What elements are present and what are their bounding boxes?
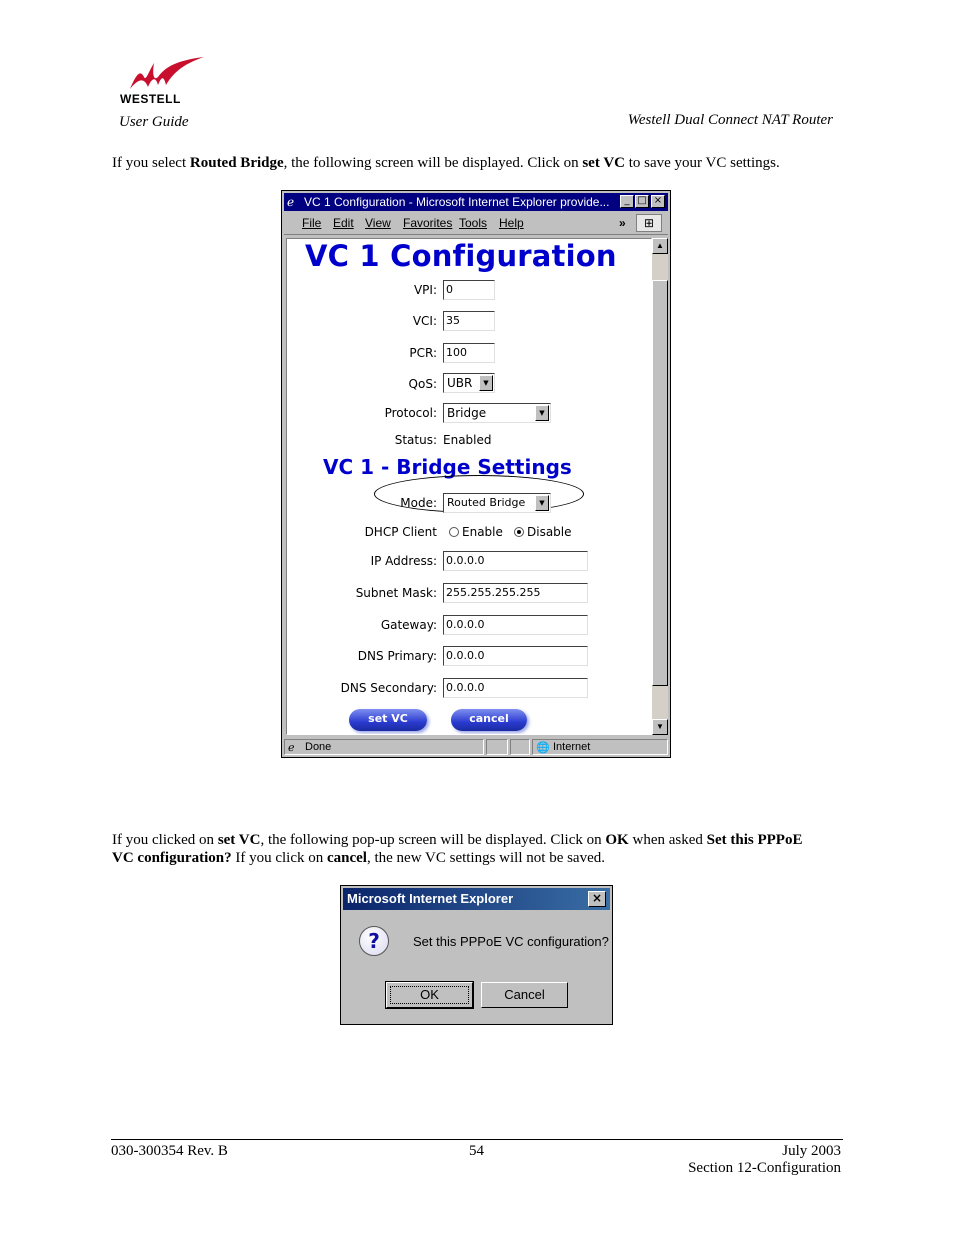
header-user-guide: User Guide bbox=[119, 114, 189, 130]
page-done-icon: ℯ bbox=[288, 742, 295, 754]
menu-file[interactable]: File bbox=[302, 216, 322, 230]
header-product-name: Westell Dual Connect NAT Router bbox=[627, 112, 833, 128]
footer-page-number: 54 bbox=[469, 1143, 484, 1159]
popup-paragraph: If you clicked on set VC, the following pop-up screen will be displayed. Click on OK when asked Set this PPPoE VC configuration? If you click on cancel, the new VC settings will not be saved. bbox=[112, 832, 803, 866]
dhcp-disable-radio[interactable] bbox=[514, 527, 524, 537]
protocol-select[interactable] bbox=[443, 403, 551, 423]
mode-label: Mode: bbox=[400, 496, 437, 510]
confirm-dialog bbox=[340, 885, 613, 1025]
bridge-settings-title: VC 1 - Bridge Settings bbox=[323, 455, 572, 479]
globe-icon: 🌐 bbox=[536, 742, 550, 754]
status-cell-zone bbox=[532, 739, 668, 755]
westell-logo-text: WESTELL bbox=[120, 92, 181, 106]
maximize-icon[interactable]: □ bbox=[635, 195, 649, 208]
ok-button[interactable]: OK bbox=[386, 982, 473, 1008]
protocol-select-value: Bridge bbox=[447, 406, 487, 420]
menu-tools[interactable]: Tools bbox=[459, 216, 488, 230]
dns-secondary-label: DNS Secondary: bbox=[340, 681, 437, 695]
dialog-titlebar bbox=[343, 888, 610, 910]
page-title: VC 1 Configuration bbox=[305, 239, 617, 273]
browser-window bbox=[281, 190, 671, 758]
ie-logo-icon: ℯ bbox=[287, 195, 295, 209]
westell-logo-mark bbox=[128, 55, 206, 93]
vpi-input[interactable]: 0 bbox=[443, 280, 495, 300]
status-label: Status: bbox=[394, 433, 437, 447]
mode-select[interactable] bbox=[443, 493, 551, 513]
intro-paragraph: If you select Routed Bridge, the following screen will be displayed. Click on set VC to save your VC settings. bbox=[112, 155, 780, 171]
status-done-text: Done bbox=[305, 741, 332, 753]
browser-titlebar bbox=[284, 193, 668, 211]
pcr-label: PCR: bbox=[409, 346, 437, 360]
status-zone-text: Internet bbox=[553, 741, 591, 753]
chevron-down-icon[interactable]: ▼ bbox=[535, 405, 549, 421]
dhcp-enable-label: Enable bbox=[462, 525, 503, 539]
question-icon: ? bbox=[359, 926, 389, 956]
dns-primary-input[interactable]: 0.0.0.0 bbox=[443, 646, 588, 666]
footer-section: Section 12-Configuration bbox=[688, 1160, 841, 1176]
dialog-message: Set this PPPoE VC configuration? bbox=[413, 934, 609, 949]
chevron-down-icon[interactable]: ▼ bbox=[535, 495, 549, 511]
dns-secondary-input[interactable]: 0.0.0.0 bbox=[443, 678, 588, 698]
qos-label: QoS: bbox=[408, 377, 437, 391]
set-vc-button[interactable]: set VC bbox=[349, 709, 427, 731]
status-cell-main bbox=[284, 739, 484, 755]
close-icon[interactable]: × bbox=[651, 195, 665, 208]
vci-input[interactable]: 35 bbox=[443, 311, 495, 331]
ip-address-label: IP Address: bbox=[370, 554, 437, 568]
browser-statusbar bbox=[284, 738, 668, 756]
subnet-mask-label: Subnet Mask: bbox=[355, 586, 437, 600]
menu-view[interactable]: View bbox=[365, 216, 391, 230]
dhcp-enable-radio[interactable] bbox=[449, 527, 459, 537]
dialog-title: Microsoft Internet Explorer bbox=[347, 891, 514, 906]
protocol-label: Protocol: bbox=[384, 406, 437, 420]
menu-help[interactable]: Help bbox=[499, 216, 524, 230]
browser-title: VC 1 Configuration - Microsoft Internet Explorer provide... bbox=[304, 195, 610, 209]
qos-select-value: UBR bbox=[447, 376, 473, 390]
pcr-input[interactable]: 100 bbox=[443, 343, 495, 363]
qos-select[interactable] bbox=[443, 373, 495, 393]
scroll-up-icon[interactable]: ▲ bbox=[652, 238, 668, 254]
menu-more-chevron-icon[interactable]: » bbox=[619, 216, 626, 230]
gateway-label: Gateway: bbox=[380, 618, 437, 632]
gateway-input[interactable]: 0.0.0.0 bbox=[443, 615, 588, 635]
cancel-button[interactable]: cancel bbox=[451, 709, 527, 731]
status-value: Enabled bbox=[443, 433, 492, 447]
subnet-mask-input[interactable]: 255.255.255.255 bbox=[443, 583, 588, 603]
menu-favorites[interactable]: Favorites bbox=[403, 216, 453, 230]
status-cell-blank-1 bbox=[486, 739, 508, 755]
dhcp-client-label: DHCP Client bbox=[364, 525, 437, 539]
scroll-thumb[interactable] bbox=[652, 280, 668, 686]
footer-date: July 2003 bbox=[782, 1143, 841, 1159]
minimize-icon[interactable]: _ bbox=[620, 195, 634, 208]
dhcp-disable-label: Disable bbox=[527, 525, 572, 539]
scroll-down-icon[interactable]: ▼ bbox=[652, 719, 668, 735]
browser-menubar bbox=[284, 212, 668, 235]
vci-label: VCI: bbox=[412, 314, 437, 328]
vertical-scrollbar[interactable] bbox=[652, 238, 668, 735]
dns-primary-label: DNS Primary: bbox=[357, 649, 437, 663]
windows-logo-icon: ⊞ bbox=[636, 214, 662, 232]
mode-select-value: Routed Bridge bbox=[447, 496, 526, 509]
vpi-label: VPI: bbox=[413, 283, 437, 297]
dialog-cancel-button[interactable]: Cancel bbox=[481, 982, 568, 1008]
footer-doc-number: 030-300354 Rev. B bbox=[111, 1143, 228, 1159]
menu-edit[interactable]: Edit bbox=[333, 216, 354, 230]
chevron-down-icon[interactable]: ▼ bbox=[479, 375, 493, 391]
status-cell-blank-2 bbox=[510, 739, 530, 755]
ip-address-input[interactable]: 0.0.0.0 bbox=[443, 551, 588, 571]
browser-content bbox=[286, 238, 652, 735]
footer-rule bbox=[111, 1139, 843, 1140]
dialog-close-icon[interactable]: × bbox=[588, 891, 606, 907]
